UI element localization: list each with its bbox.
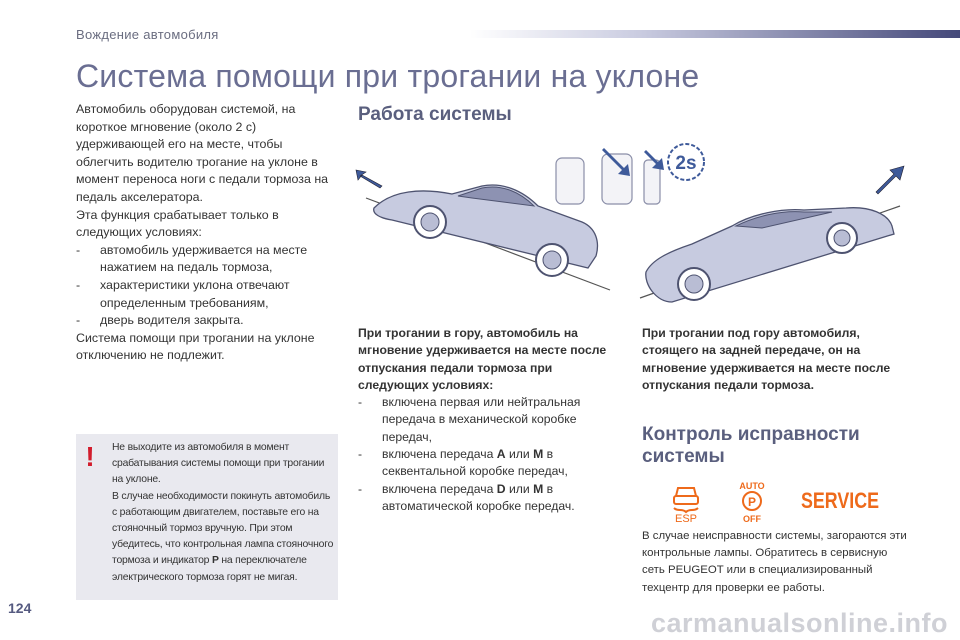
section-header: Вождение автомобиля — [76, 27, 219, 42]
exclamation-icon: ! — [85, 441, 95, 472]
svg-text:ESP: ESP — [674, 513, 698, 525]
warning-text — [112, 440, 334, 586]
intro-paragraph: Автомобиль оборудован системой, на короткое мгновение (около 2 с) удерживающей его на месте, чтобы облегчить водителю трогание на уклоне в момент переноса ноги с педали тормоза на педаль акселератора. — [76, 102, 329, 204]
svg-text:P: P — [747, 495, 757, 509]
motion-arrow-icon — [876, 166, 904, 194]
service-lamp-icon — [800, 486, 880, 514]
intro-text — [76, 101, 341, 365]
downhill-text: При трогании под гору автомобиля, стоящего на задней передаче, он на мгновение удерживается на месте после отпускания педали тормоза. — [642, 326, 891, 392]
motion-arrow-icon — [356, 170, 382, 188]
watermark: carmanualsonline.info — [650, 608, 948, 638]
operation-heading: Работа системы — [358, 104, 512, 125]
intro-note: Система помощи при трогании на уклоне отключению не подлежит. — [76, 330, 315, 363]
list-item: - включена передача D или M в автоматической коробке передач. — [358, 481, 575, 513]
svg-text:AUTO: AUTO — [739, 481, 765, 491]
list-item: - дверь водителя закрыта. — [76, 313, 244, 328]
list-item: - включена передача A или M в секвентальной коробке передач, — [358, 447, 568, 479]
uphill-text — [358, 325, 608, 515]
control-text: В случае неисправности системы, загораются эти контрольные лампы. Обратитесь в сервисную сеть PEUGEOT или в специализированный техцентр для проверки ее работы. — [642, 530, 907, 594]
warning-paragraph-2: В случае необходимости покинуть автомобиль с работающим двигателем, поставьте его на стояночный тормоз вручную. При этом убедитесь, что контрольная лампа стояночного тормоза и индикатор P на переключателе электрического тормоза горят не мигая. — [112, 490, 334, 583]
auto-p-off-lamp-icon — [734, 480, 770, 524]
warning-paragraph: Не выходите из автомобиля в момент срабатывания системы помощи при трогании на уклоне. — [112, 442, 325, 486]
list-item: - включена первая или нейтральная передача в механической коробке передач, — [358, 395, 581, 444]
uphill-lead: При трогании в гору, автомобиль на мгновение удерживается на месте после отпускания педали тормоза при следующих условиях: — [358, 326, 607, 392]
svg-text:OFF: OFF — [743, 514, 761, 524]
page-title: Система помощи при трогании на уклоне — [76, 58, 700, 94]
timer-label: 2s — [675, 153, 697, 174]
control-heading: Контроль исправности системы — [642, 424, 860, 467]
page-number: 124 — [8, 600, 32, 616]
header-gradient-bar — [470, 30, 960, 38]
esp-lamp-icon — [668, 478, 704, 524]
intro-conditions-lead: Эта функция срабатывает только в следующих условиях: — [76, 207, 279, 240]
list-item: - автомобиль удерживается на месте нажатием на педаль тормоза, — [76, 242, 308, 275]
downhill-car-illustration — [632, 160, 912, 310]
svg-text:SERVICE: SERVICE — [801, 488, 879, 513]
list-item: - характеристики уклона отвечают определенным требованиям, — [76, 277, 290, 310]
